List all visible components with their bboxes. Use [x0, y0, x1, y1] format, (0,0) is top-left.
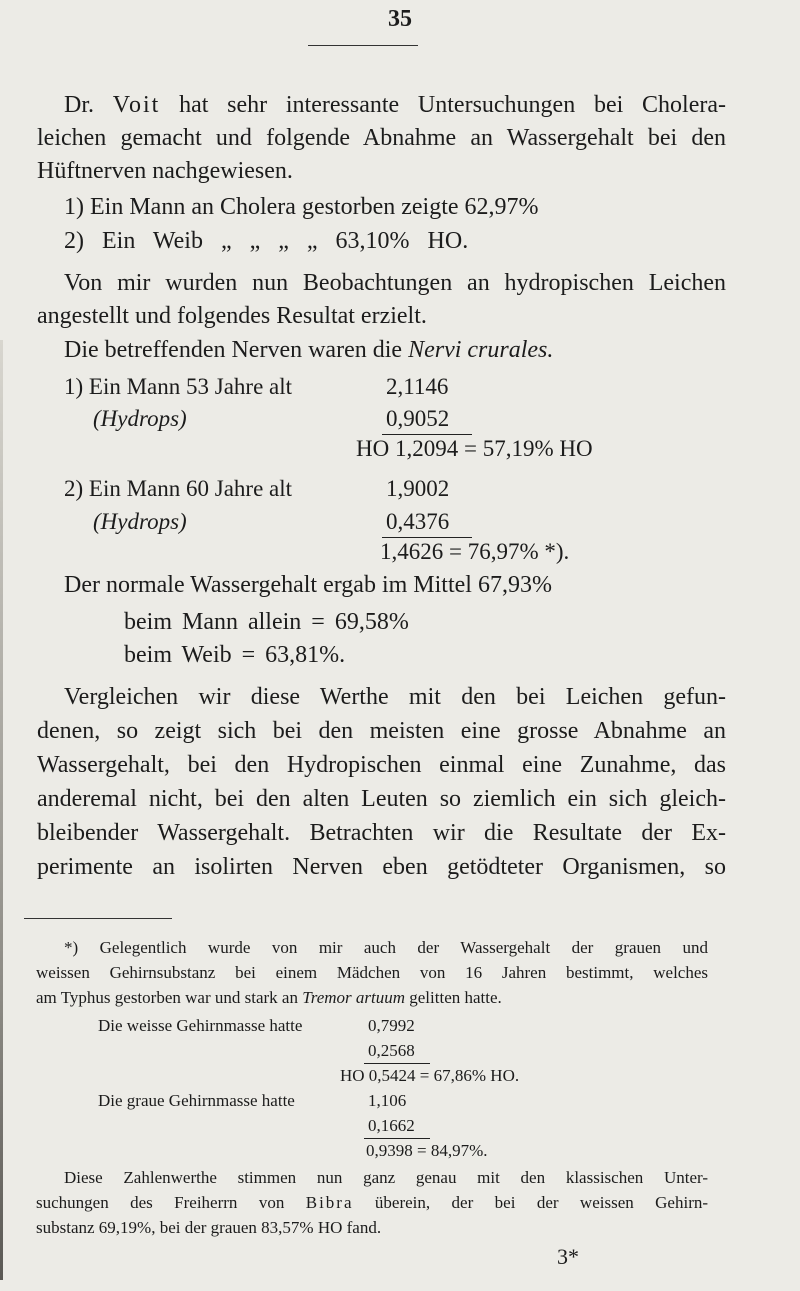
case-2-hydrops: (Hydrops) [93, 509, 187, 534]
value-man: beim Mann allein = 69,58% [124, 609, 409, 635]
intro-line-8-text: Die betreffenden Nerven waren die [64, 337, 403, 363]
body-line-1: Vergleichen wir diese Werthe mit den bei Leichen gefun- [64, 684, 726, 710]
grey-matter-value-1: 1,106 [368, 1091, 407, 1110]
footnote-line-3-end: gelitten hatte. [409, 988, 502, 1007]
case-2-sum-line [382, 537, 472, 538]
intro-line-8 [64, 337, 553, 364]
normal-water-content: Der normale Wassergehalt ergab im Mittel 67,93% [64, 572, 552, 598]
body-line-4: anderemal nicht, bei den alten Leuten so ziemlich ein sich gleich- [37, 786, 726, 812]
intro-line-7: angestellt und folgendes Resultat erzielt. [37, 303, 427, 329]
footnote-line-5-text: suchungen des Freiherrn von [36, 1193, 285, 1212]
header-rule [308, 45, 418, 46]
case-1-result: HO 1,2094 = 57,19% HO [356, 436, 593, 461]
tremor-artuum: Tremor artuum [302, 988, 406, 1007]
footnote-line-5-end: überein, der bei der weissen Gehirn- [374, 1193, 709, 1212]
case-2-value-2: 0,4376 [386, 509, 450, 534]
footnote-line-1: *) Gelegentlich wurde von mir auch der Wassergehalt der grauen und [64, 938, 708, 957]
author-prefix: Dr. [64, 92, 94, 118]
body-line-2: denen, so zeigt sich bei den meisten eine grosse Abnahme an [37, 718, 726, 744]
grey-matter-label: Die graue Gehirnmasse hatte [98, 1091, 295, 1110]
grey-matter-value-2: 0,1662 [368, 1116, 415, 1135]
page-edge-shadow [0, 340, 3, 1280]
case-1-label: 1) Ein Mann 53 Jahre alt [64, 374, 293, 399]
footnote-line-2: weissen Gehirnsubstanz bei einem Mädchen von 16 Jahren bestimmt, welches [36, 963, 708, 982]
white-matter-value-1: 0,7992 [368, 1016, 415, 1035]
author-name: Voit [112, 92, 161, 118]
intro-line-1 [64, 92, 726, 119]
footnote-line-5 [36, 1193, 708, 1213]
footnote-line-3-text: am Typhus gestorben war und stark an [36, 988, 298, 1007]
case-1-hydrops: (Hydrops) [93, 406, 187, 431]
intro-line-1-text: hat sehr interessante Untersuchungen bei Cholera- [179, 92, 726, 118]
intro-line-2: leichen gemacht und folgende Abnahme an Wassergehalt bei den [37, 125, 726, 151]
footnote-line-4: Diese Zahlenwerthe stimmen nun ganz genau mit den klassischen Unter- [64, 1168, 708, 1187]
white-matter-sum-line [364, 1063, 430, 1064]
case-2-result: 1,4626 = 76,97% *). [380, 539, 570, 564]
white-matter-value-2: 0,2568 [368, 1041, 415, 1060]
intro-line-6: Von mir wurden nun Beobachtungen an hydropischen Leichen [64, 270, 726, 296]
footnote-line-6: substanz 69,19%, bei der grauen 83,57% HO fand. [36, 1218, 382, 1237]
value-woman: beim Weib = 63,81%. [124, 642, 346, 668]
body-line-5: bleibender Wassergehalt. Betrachten wir die Resultate der Ex- [37, 820, 726, 846]
case-2-value-1: 1,9002 [386, 476, 450, 501]
case-1-sum-line [382, 434, 472, 435]
bibra-name: Bibra [305, 1193, 354, 1212]
signature-mark: 3* [557, 1244, 579, 1269]
footnote-line-3 [36, 988, 502, 1008]
case-2-label: 2) Ein Mann 60 Jahre alt [64, 476, 293, 501]
body-line-3: Wassergehalt, bei den Hydropischen einmal eine Zunahme, das [37, 752, 726, 778]
case-1-value-2: 0,9052 [386, 406, 450, 431]
intro-line-5: 2) Ein Weib „ „ „ „ 63,10% HO. [64, 228, 469, 254]
intro-line-3: Hüftnerven nachgewiesen. [37, 158, 293, 184]
grey-matter-sum-line [364, 1138, 430, 1139]
white-matter-label: Die weisse Gehirnmasse hatte [98, 1016, 303, 1035]
nervi-crurales: Nervi crurales. [408, 337, 554, 363]
body-line-6: perimente an isolirten Nerven eben getödteter Organismen, so [37, 854, 726, 880]
white-matter-result: HO 0,5424 = 67,86% HO. [340, 1066, 520, 1085]
grey-matter-result: 0,9398 = 84,97%. [366, 1141, 488, 1160]
footnote-rule [24, 918, 172, 919]
intro-line-4: 1) Ein Mann an Cholera gestorben zeigte 62,97% [64, 194, 539, 220]
case-1-value-1: 2,1146 [386, 374, 449, 399]
page-number: 35 [388, 6, 412, 32]
